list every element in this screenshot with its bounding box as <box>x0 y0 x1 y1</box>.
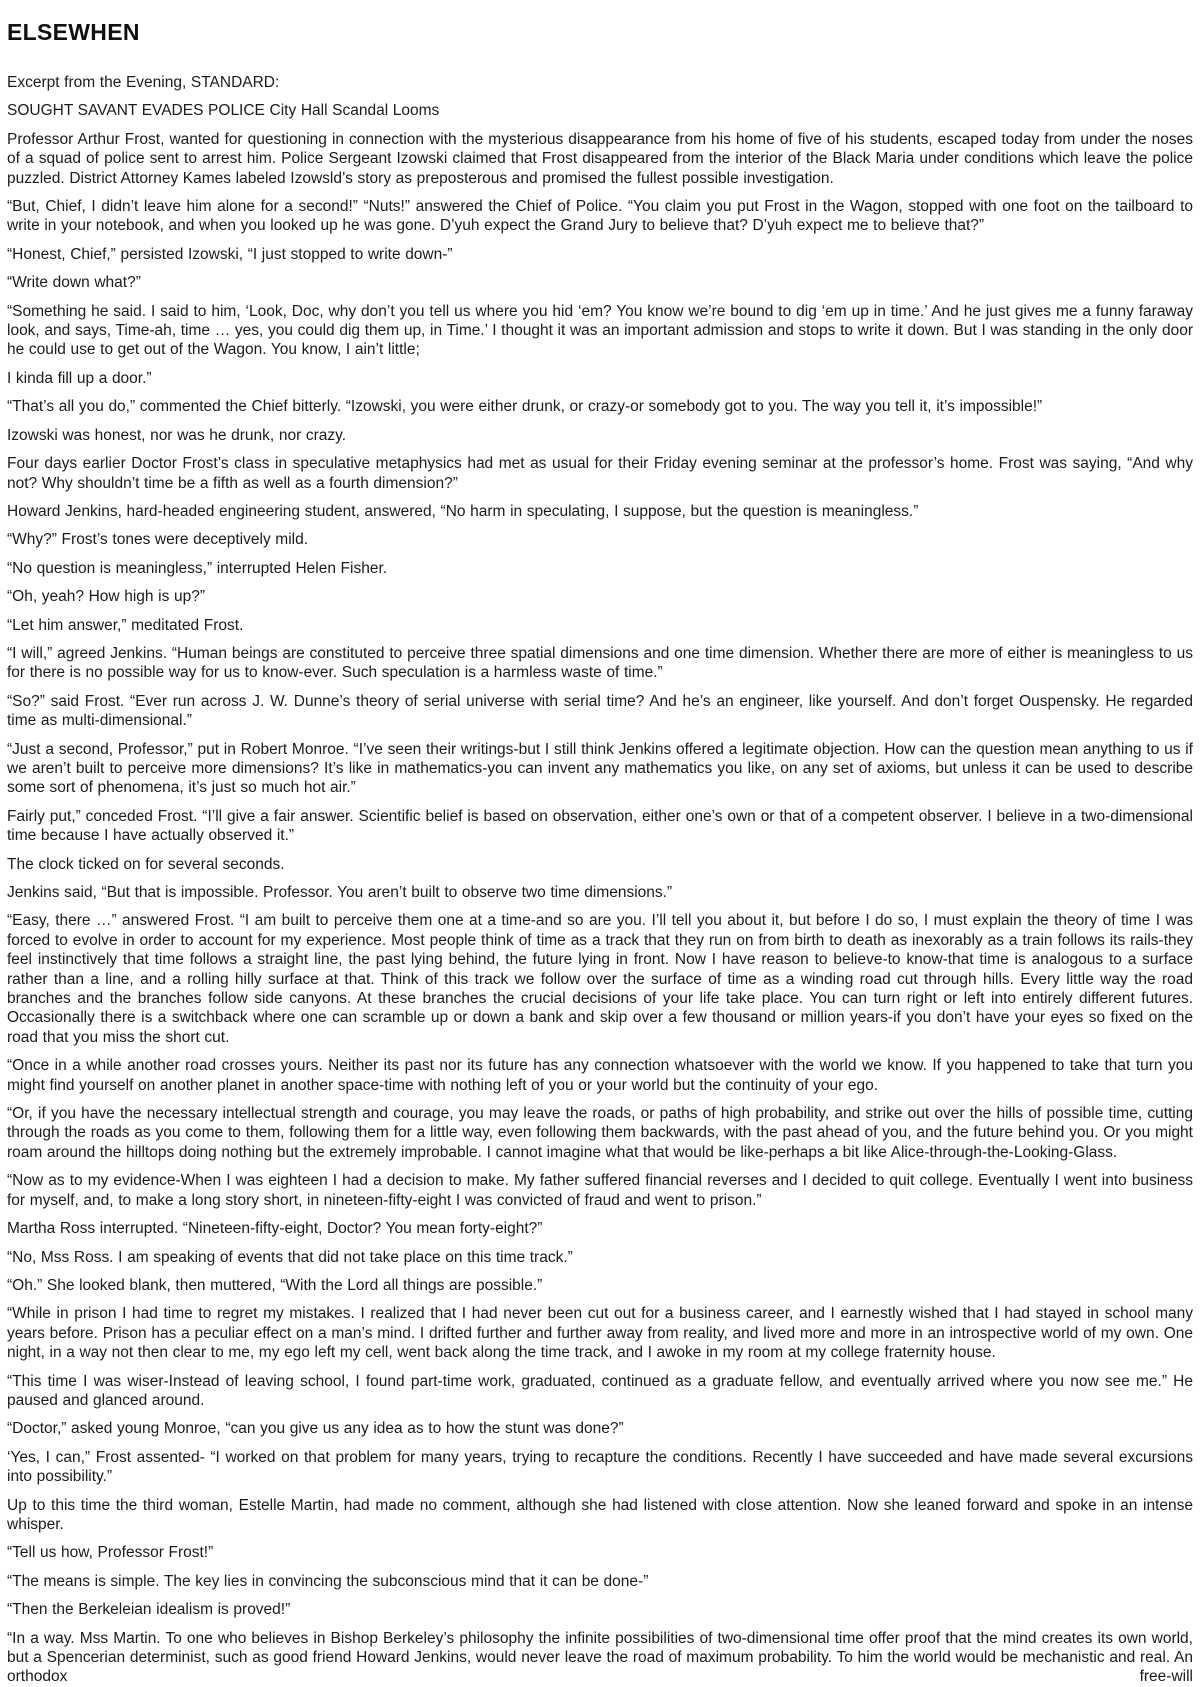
paragraph: “Honest, Chief,” persisted Izowski, “I just stopped to write down-” <box>7 245 453 263</box>
paragraph: Izowski was honest, nor was he drunk, nor crazy. <box>7 426 347 444</box>
paragraph: “While in prison I had time to regret my mistakes. I realized that I had never been cut out for a business career, and I earnestly wished that I had stayed in school many years before. Prison has a peculiar effect on a man’s mind. I drifted further and further away from reality, and lived more and more in an introspective world of my own. One night, in a way not then clear to me, my ego left my cell, went back along the time track, and I awoke in my room at my college fraternity house. <box>7 1305 1193 1362</box>
paragraph: “This time I was wiser-Instead of leaving school, I found part-time work, graduated, continued as a graduate fellow, and eventually arrived where you now see me.” He paused and glanced around. <box>7 1372 1193 1409</box>
paragraph: Fairly put,” conceded Frost. “I’ll give a fair answer. Scientific belief is based on observation, either one’s own or that of a competent observer. I believe in a two-dimensional time because I have actually observed it.” <box>7 807 1193 845</box>
paragraph: “Now as to my evidence-When I was eighteen I had a decision to make. My father suffered financial reverses and I decided to quit college. Eventually I went into business for myself, and, to make a long story short, in nineteen-fifty-eight I was convicted of fraud and went to prison.” <box>7 1172 1193 1209</box>
paragraph: “No question is meaningless,” interrupted Helen Fisher. <box>7 559 388 577</box>
paragraph: Up to this time the third woman, Estelle Martin, had made no comment, although she had listened with close attention. Now she leaned forward and spoke in an intense whisper. <box>7 1496 1193 1533</box>
paragraph: “Let him answer,” meditated Frost. <box>7 616 244 634</box>
paragraph-headline: SOUGHT SAVANT EVADES POLICE City Hall Scandal Looms <box>7 102 440 120</box>
paragraph: “So?” said Frost. “Ever run across J. W. Dunne’s theory of serial universe with serial time? And he’s an engineer, like yourself. And don’t forget Ouspensky. He regarded time as multi-dimensional.” <box>7 692 1193 730</box>
paragraph: “Tell us how, Professor Frost!” <box>7 1544 214 1562</box>
paragraph: “Just a second, Professor,” put in Robert Monroe. “I’ve seen their writings-but I still think Jenkins offered a legitimate objection. How can the question mean anything to us if we aren’t built to perceive more dimensions? It’s like in mathematics-you can invent any mathematics you like, on any set of axioms, but unless it can be used to describe some sort of phenomena, it’s just so much hot air.” <box>7 740 1193 797</box>
paragraph: “That’s all you do,” commented the Chief bitterly. “Izowski, you were either drunk, or crazy-or somebody got to you. The way you tell it, it’s impossible!” <box>7 398 1043 416</box>
paragraph: “But, Chief, I didn’t leave him alone for a second!” “Nuts!” answered the Chief of Police. “You claim you put Frost in the Wagon, stopped with one foot on the tailboard to write in your notebook, and when you looked up he was gone. D’yuh expect the Grand Jury to believe that? D’yuh expect me to believe that?” <box>7 198 1193 235</box>
paragraph-truncated: “In a way. Mss Martin. To one who believes in Bishop Berkeley’s philosophy the infinite possibilities of two-dimensional time offer proof that the mind creates its own world, but a Spencerian determinist, such as good friend Howard Jenkins, would never leave the road of maximum probability. To him the world would be mechanistic and real. An orthodox free-will <box>7 1629 1193 1686</box>
paragraph: “Then the Berkeleian idealism is proved!” <box>7 1601 291 1619</box>
paragraph: Jenkins said, “But that is impossible. Professor. You aren’t built to observe two time dimensions.” <box>7 884 673 901</box>
paragraph: “Once in a while another road crosses yours. Neither its past nor its future has any connection whatsoever with the world we know. If you happened to take that turn you might find yourself on another planet in another space-time with nothing left of you or your world but the continuity of your ego. <box>7 1057 1193 1094</box>
paragraph: The clock ticked on for several seconds. <box>7 855 285 873</box>
paragraph: ‘Yes, I can,” Frost assented- “I worked on that problem for many years, trying to recapture the conditions. Recently I have succeeded and have made several excursions into possibility.” <box>7 1448 1193 1486</box>
paragraph: I kinda fill up a door.” <box>7 369 152 387</box>
paragraph: “Or, if you have the necessary intellectual strength and courage, you may leave the roads, or paths of high probability, and strike out over the hills of possible time, cutting through the roads as you come to them, following them for a little way, even following them backwards, with the past ahead of you, and the future behind you. Or you might roam around the hilltops doing nothing but the extremely improbable. I cannot imagine what that would be like-perhaps a bit like Alice-through-the-Looking-Glass. <box>7 1105 1193 1161</box>
paragraph: “Oh.” She looked blank, then muttered, “With the Lord all things are possible.” <box>7 1276 543 1294</box>
paragraph: “I will,” agreed Jenkins. “Human beings are constituted to perceive three spatial dimensions and one time dimension. Whether there are more of either is meaningless to us for there is no possible way for us to know-ever. Such speculation is a harmless waste of time.” <box>7 644 1193 682</box>
paragraph: Four days earlier Doctor Frost’s class in speculative metaphysics had met as usual for their Friday evening seminar at the professor’s home. Frost was saying, “And why not? Why shouldn’t time be a fifth as well as a fourth dimension?” <box>7 455 1193 492</box>
paragraph: “The means is simple. The key lies in convincing the subconscious mind that it can be done-” <box>7 1572 649 1590</box>
paragraph: Howard Jenkins, hard-headed engineering student, answered, “No harm in speculating, I suppose, but the question is meaningless.” <box>7 502 919 520</box>
paragraph: Professor Arthur Frost, wanted for questioning in connection with the mysterious disappearance from his home of five of his students, escaped today from under the noses of a squad of police sent to arrest him. Police Sergeant Izowski claimed that Frost disappeared from the interior of the Black Maria under conditions which leave the police puzzled. District Attorney Kames labeled Izowsld’s story as preposterous and promised the fullest possible investigation. <box>7 130 1193 187</box>
paragraph: “Something he said. I said to him, ‘Look, Doc, why don’t you tell us where you hid ‘em? You know we’re bound to dig ‘em up in time.’ And he just gives me a funny faraway look, and says, Time-ah, time … yes, you could dig them up, in Time.’ I thought it was an important admission and stops to write it down. But I was standing in the only door he could use to get out of the Wagon. You know, I ain’t little; <box>7 302 1193 359</box>
paragraph-excerpt-header: Excerpt from the Evening, STANDARD: <box>7 74 280 91</box>
paragraph: “Easy, there …” answered Frost. “I am built to perceive them one at a time-and so are you. I’ll tell you about it, but before I do so, I must explain the theory of time I was forced to evolve in order to account for my experience. Most people think of time as a track that they run on from birth to death as inexorably as a train follows its rails-they feel instinctively that time follows a straight line, the past lying behind, the future lying in front. Now I have reason to believe-to know-that time is analogous to a surface rather than a line, and a rolling hilly surface at that. Think of this track we follow over the surface of time as a winding road cut through hills. Every little way the road branches and the branches follow side canyons. At these branches the crucial decisions of your life take place. You can turn right or left into entirely different futures. Occasionally there is a switchback where one can scramble up or down a bank and skip over a few thousand or million years-if you don’t have your eyes so fixed on the road that you miss the short cut. <box>7 912 1193 1046</box>
paragraph: “Doctor,” asked young Monroe, “can you give us any idea as to how the stunt was done?” <box>7 1420 624 1438</box>
paragraph: “Write down what?” <box>7 274 141 292</box>
paragraph: “No, Mss Ross. I am speaking of events that did not take place on this time track.” <box>7 1248 573 1266</box>
paragraph: Martha Ross interrupted. “Nineteen-fifty-eight, Doctor? You mean forty-eight?” <box>7 1220 543 1238</box>
paragraph: “Why?” Frost’s tones were deceptively mild. <box>7 531 309 549</box>
paragraph: “Oh, yeah? How high is up?” <box>7 588 205 606</box>
page-title: ELSEWHEN <box>7 19 140 45</box>
